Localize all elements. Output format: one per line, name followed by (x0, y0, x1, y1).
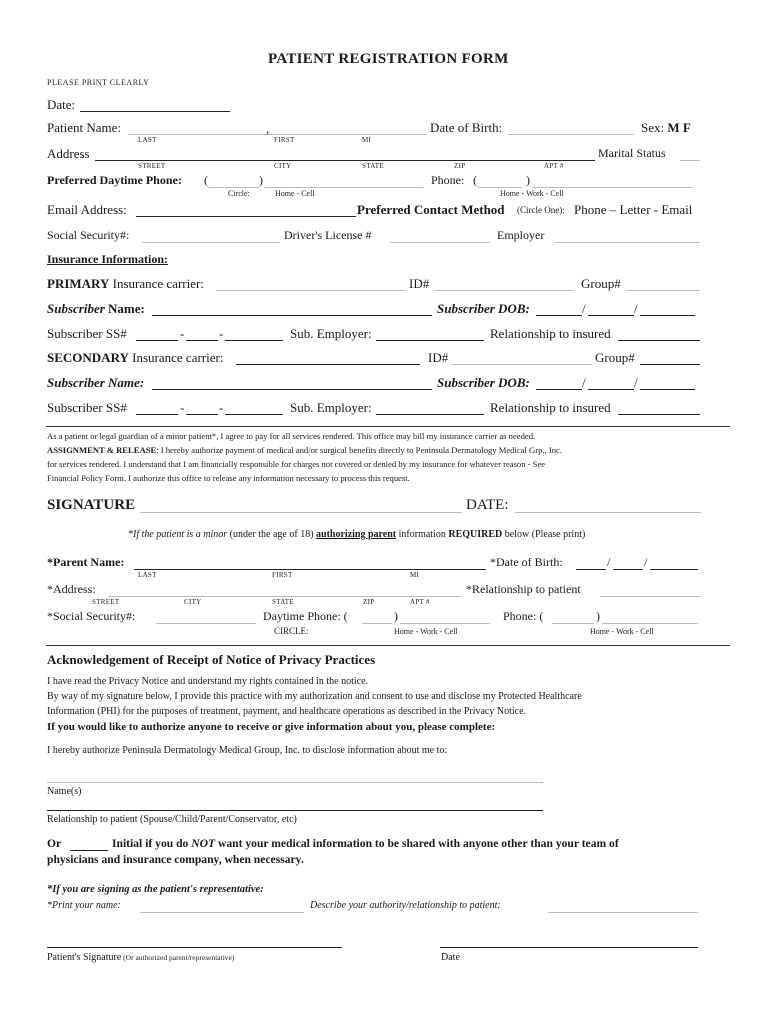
secondary-ss-part2-field[interactable] (186, 414, 218, 415)
dob-label: Date of Birth: (430, 120, 503, 135)
caption-street: STREET (138, 162, 166, 170)
sex-options[interactable]: M F (667, 120, 691, 135)
patient-signature-label: Patient's Signature (Or authorized parent/representative) (47, 952, 235, 963)
parent-name-field[interactable] (134, 569, 486, 570)
primary-dob-month-field[interactable] (536, 315, 582, 316)
primary-sub-employer-field[interactable] (376, 340, 484, 341)
contact-method-options[interactable]: Phone – Letter - Email (574, 202, 693, 217)
dob-slash-6: / (644, 555, 648, 569)
parent-address-label: *Address: (47, 582, 96, 596)
parent-caption-apt: APT # (410, 598, 430, 606)
signature-date-label: DATE: (466, 497, 509, 513)
phone-open-paren: ( (473, 173, 477, 187)
circle-caption: Circle: (228, 189, 250, 198)
initial-line-1: Or (47, 837, 62, 850)
privacy-divider (46, 645, 730, 646)
primary-dob-year-field[interactable] (640, 315, 695, 316)
primary-ss-part3-field[interactable] (225, 340, 283, 341)
caption-zip: ZIP (454, 162, 466, 170)
secondary-ss-part3-field[interactable] (225, 414, 283, 415)
privacy-line-3: Information (PHI) for the purposes of treatment, payment, and healthcare operations as described in the Privacy Notice. (47, 706, 527, 717)
caption-state: STATE (362, 162, 384, 170)
phone-close-paren: ) (526, 173, 530, 187)
daytime-phone-label: Preferred Daytime Phone: (47, 173, 182, 187)
parent-daytime-phone-type-options[interactable]: Home - Work - Cell (394, 627, 458, 636)
patient-name-field[interactable] (128, 134, 426, 135)
date-field[interactable] (80, 111, 230, 112)
drivers-license-field[interactable] (390, 242, 490, 243)
signature-label: SIGNATURE (47, 497, 136, 513)
patient-signature-field[interactable] (47, 947, 342, 948)
secondary-group-field[interactable] (640, 364, 700, 365)
primary-carrier-label: PRIMARY Insurance carrier: (47, 276, 204, 291)
secondary-id-field[interactable] (452, 364, 592, 365)
drivers-license-label: Driver's License # (284, 228, 372, 242)
secondary-dob-year-field[interactable] (640, 389, 695, 390)
secondary-carrier-field[interactable] (236, 364, 420, 365)
secondary-relationship-label: Relationship to insured (490, 400, 611, 415)
daytime-phone-close-paren: ) (259, 173, 263, 187)
privacy-line-1: I have read the Privacy Notice and understand my rights contained in the notice. (47, 676, 369, 687)
ss-dash-1: - (180, 326, 185, 341)
secondary-sub-employer-label: Sub. Employer: (290, 400, 372, 415)
phone-label: Phone: (431, 173, 465, 187)
print-name-label: *Print your name: (47, 900, 121, 911)
parent-dob-day-field[interactable] (613, 569, 643, 570)
minor-note: *If the patient is a minor (under the age of 18) authorizing parent information REQUIRED below (Please print) (128, 529, 586, 540)
parent-relationship-label: *Relationship to patient (466, 582, 581, 596)
agreement-line-2: ASSIGNMENT & RELEASE: I hereby authorize payment of medical and/or surgical benefits directly to Peninsula Dermatology Medical Grp., Inc. (47, 445, 562, 455)
authorized-relationship-field[interactable] (47, 810, 543, 811)
parent-dob-label: *Date of Birth: (490, 555, 563, 569)
print-clearly-note: PLEASE PRINT CLEARLY (47, 78, 150, 87)
contact-method-label: Preferred Contact Method (357, 202, 505, 217)
ss-dash-4: - (219, 400, 224, 415)
parent-daytime-phone-number-field[interactable] (400, 623, 490, 624)
secondary-group-label: Group# (595, 350, 635, 365)
dob-slash-2: / (634, 301, 638, 316)
parent-address-field[interactable] (108, 596, 462, 597)
parent-phone-type-options[interactable]: Home - Work - Cell (590, 627, 654, 636)
email-label: Email Address: (47, 202, 127, 217)
describe-authority-field[interactable] (548, 912, 698, 913)
primary-ss-part2-field[interactable] (186, 340, 218, 341)
signature-field[interactable] (140, 512, 462, 513)
circle-one-caption: (Circle One): (517, 205, 565, 215)
dob-slash-5: / (607, 555, 611, 569)
ss-dash-3: - (180, 400, 185, 415)
privacy-line-4: If you would like to authorize anyone to receive or give information about you, please complete: (47, 721, 496, 733)
parent-dob-year-field[interactable] (650, 569, 698, 570)
ssn-field[interactable] (142, 242, 280, 243)
parent-ssn-label: *Social Security#: (47, 609, 136, 623)
secondary-sub-employer-field[interactable] (376, 414, 484, 415)
daytime-phone-number-field[interactable] (265, 187, 423, 188)
phone-number-field[interactable] (532, 187, 692, 188)
patient-signature-date-label: Date (441, 952, 460, 963)
secondary-ss-part1-field[interactable] (136, 414, 178, 415)
print-name-field[interactable] (140, 912, 304, 913)
caption-apt: APT # (544, 162, 564, 170)
primary-carrier-field[interactable] (216, 290, 406, 291)
daytime-phone-open-paren: ( (204, 173, 208, 187)
primary-group-field[interactable] (626, 290, 700, 291)
parent-phone-close-paren: ) (596, 609, 600, 623)
agreement-line-1: As a patient or legal guardian of a minor patient*, I agree to pay for all services rendered. This office may bill my insurance carrier as needed. (47, 431, 536, 441)
form-title: PATIENT REGISTRATION FORM (268, 51, 509, 67)
employer-label: Employer (497, 228, 545, 242)
secondary-relationship-field[interactable] (618, 414, 700, 415)
primary-dob-day-field[interactable] (588, 315, 634, 316)
primary-subscriber-name-label: Subscriber Name: (47, 301, 145, 316)
parent-phone-label: Phone: ( (503, 609, 544, 623)
agreement-line-4: Financial Policy Form. I authorize this office to release any information necessary to process this request. (47, 473, 410, 483)
secondary-carrier-label: SECONDARY Insurance carrier: (47, 350, 224, 365)
parent-caption-last: LAST (138, 571, 157, 579)
signature-date-field[interactable] (515, 512, 701, 513)
parent-daytime-phone-area-field[interactable] (362, 623, 392, 624)
address-field[interactable] (95, 160, 595, 161)
primary-subscriber-name-field[interactable] (152, 315, 432, 316)
privacy-line-2: By way of my signature below, I provide this practice with my authorization and consent to use and disclose my Protected Healthcare (47, 691, 582, 702)
employer-field[interactable] (555, 242, 700, 243)
agreement-line-3: for services rendered. I understand that I am financially responsible for charges not covered or denied by my insurance for whatever reason - See (47, 459, 546, 469)
secondary-subscriber-name-field[interactable] (152, 389, 432, 390)
caption-first: FIRST (274, 136, 295, 144)
marital-status-label: Marital Status (598, 146, 666, 160)
secondary-subscriber-dob-label: Subscriber DOB: (437, 375, 530, 390)
caption-city: CITY (274, 162, 292, 170)
primary-id-label: ID# (409, 276, 430, 291)
parent-caption-mi: MI (410, 571, 420, 579)
parent-caption-city: CITY (184, 598, 202, 606)
primary-ss-part1-field[interactable] (136, 340, 178, 341)
patient-name-label: Patient Name: (47, 120, 122, 135)
privacy-line-5: I hereby authorize Peninsula Dermatology Medical Group, Inc. to disclose information about me to: (47, 745, 448, 756)
secondary-id-label: ID# (428, 350, 449, 365)
primary-id-field[interactable] (434, 290, 574, 291)
initial-line-2: physicians and insurance company, when necessary. (47, 853, 304, 866)
parent-daytime-close-paren: ) (394, 609, 398, 623)
authorized-relationship-label: Relationship to patient (Spouse/Child/Parent/Conservator, etc) (47, 814, 297, 825)
primary-sub-employer-label: Sub. Employer: (290, 326, 372, 341)
parent-caption-first: FIRST (272, 571, 293, 579)
secondary-dob-month-field[interactable] (536, 389, 582, 390)
parent-dob-month-field[interactable] (576, 569, 606, 570)
ss-dash-2: - (219, 326, 224, 341)
initial-line-1-text: Initial if you do NOT want your medical information to be shared with anyone other than your team of (112, 837, 619, 850)
sex-label: Sex: M F (641, 120, 691, 135)
authorized-names-field[interactable] (47, 782, 543, 783)
parent-circle-caption: CIRCLE: (274, 626, 309, 636)
parent-relationship-field[interactable] (600, 596, 700, 597)
primary-subscriber-dob-label: Subscriber DOB: (437, 301, 530, 316)
representative-heading: *If you are signing as the patient's representative: (47, 884, 264, 895)
section-divider (46, 426, 730, 427)
authorized-names-label: Name(s) (47, 786, 82, 797)
parent-phone-number-field[interactable] (602, 623, 698, 624)
describe-authority-label: Describe your authority/relationship to patient: (310, 900, 501, 911)
ssn-label: Social Security#: (47, 228, 130, 242)
secondary-subscriber-name-label: Subscriber Name: (47, 375, 145, 390)
phone-area-field[interactable] (478, 187, 522, 188)
parent-caption-state: STATE (272, 598, 294, 606)
parent-phone-area-field[interactable] (552, 623, 594, 624)
caption-last: LAST (138, 136, 157, 144)
dob-field[interactable] (508, 134, 634, 135)
dob-slash-1: / (582, 301, 586, 316)
daytime-phone-area-field[interactable] (209, 187, 259, 188)
primary-relationship-field[interactable] (618, 340, 700, 341)
date-label: Date: (47, 97, 76, 112)
insurance-heading: Insurance Information: (47, 252, 169, 266)
secondary-dob-day-field[interactable] (588, 389, 634, 390)
initial-field[interactable] (70, 850, 108, 851)
primary-relationship-label: Relationship to insured (490, 326, 611, 341)
email-field[interactable] (136, 216, 356, 217)
address-label: Address (47, 146, 90, 161)
caption-mi: MI (362, 136, 372, 144)
parent-daytime-phone-label: Daytime Phone: ( (263, 609, 348, 623)
parent-ssn-field[interactable] (156, 623, 256, 624)
marital-status-field[interactable] (680, 160, 700, 161)
patient-signature-date-field[interactable] (440, 947, 698, 948)
parent-caption-street: STREET (92, 598, 120, 606)
parent-name-label: *Parent Name: (47, 555, 125, 569)
secondary-subscriber-ss-label: Subscriber SS# (47, 400, 127, 415)
dob-slash-4: / (634, 375, 638, 390)
home-work-cell-options[interactable]: Home - Work - Cell (500, 189, 564, 198)
primary-group-label: Group# (581, 276, 621, 291)
dob-slash-3: / (582, 375, 586, 390)
name-comma: , (266, 121, 270, 136)
home-cell-options[interactable]: Home - Cell (275, 189, 315, 198)
parent-caption-zip: ZIP (363, 598, 375, 606)
primary-subscriber-ss-label: Subscriber SS# (47, 326, 127, 341)
privacy-heading: Acknowledgement of Receipt of Notice of Privacy Practices (47, 652, 376, 667)
